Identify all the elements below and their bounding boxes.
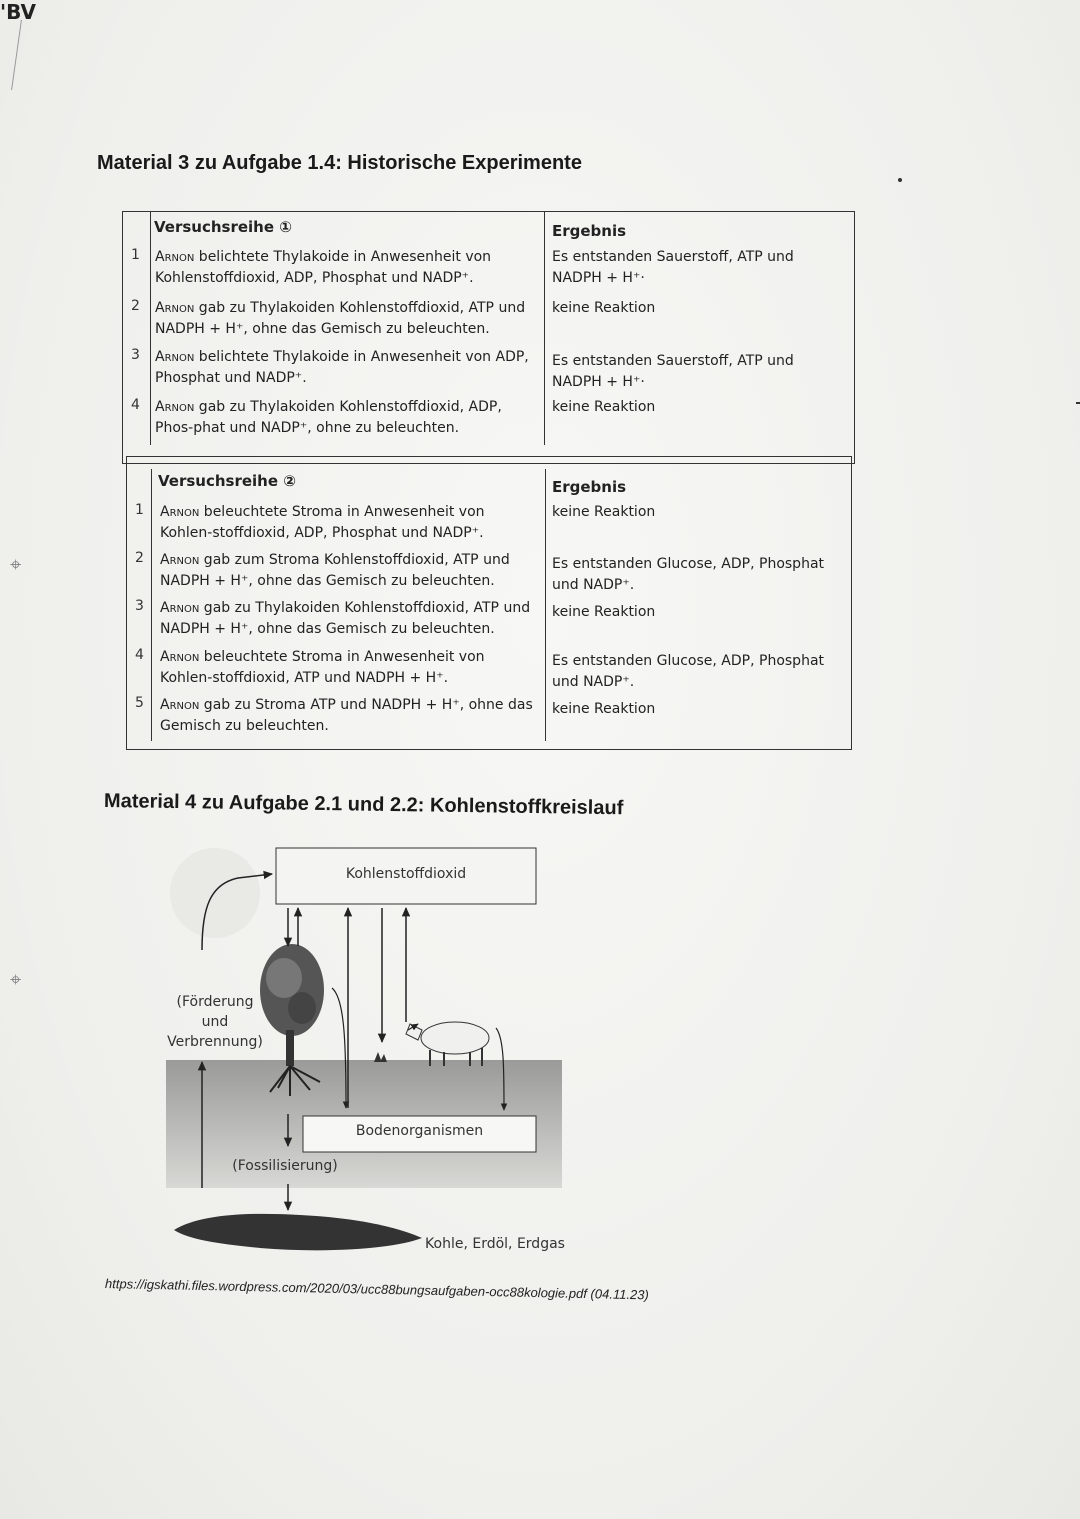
series-header: Versuchsreihe ② — [158, 472, 296, 490]
description-text: gab zu Stroma ATP und NADPH + H⁺, ohne das Gemisch zu beleuchten. — [160, 697, 533, 734]
experiment-result: keine Reaktion — [552, 504, 656, 520]
row-number: 5 — [135, 695, 144, 711]
author-name: Arnon — [160, 552, 200, 568]
result-header: Ergebnis — [552, 478, 627, 496]
result-header: Ergebnis — [552, 222, 627, 240]
fire-icon — [374, 1052, 387, 1062]
experiment-result: keine Reaktion — [552, 300, 656, 316]
experiment-result: Es entstanden Sauerstoff, ATP und NADPH + H⁺· — [552, 249, 794, 286]
corner-mark: 'BV — [0, 0, 37, 24]
fossilization-label: (Fossilisierung) — [232, 1158, 338, 1174]
experiment-description — [155, 397, 540, 439]
row-number: 3 — [135, 598, 144, 614]
experiment-result: keine Reaktion — [552, 399, 656, 415]
carbon-cycle-svg — [160, 838, 580, 1268]
author-name: Arnon — [160, 649, 200, 665]
experiment-result: Es entstanden Glucose, ADP, Phosphat und NADP⁺. — [552, 556, 825, 593]
experiment-result: Es entstanden Glucose, ADP, Phosphat und NADP⁺. — [552, 653, 825, 690]
experiment-description — [155, 247, 540, 289]
author-name: Arnon — [160, 600, 200, 616]
description-text: gab zu Thylakoiden Kohlenstoffdioxid, ADP, Phos-phat und NADP⁺, ohne zu beleuchten. — [155, 399, 502, 436]
description-text: beleuchtete Stroma in Anwesenheit von Kohlen-stoffdioxid, ADP, Phosphat und NADP⁺. — [160, 504, 485, 541]
experiment-table-series-1 — [122, 211, 855, 464]
experiment-result: keine Reaktion — [552, 604, 656, 620]
co2-label: Kohlenstoffdioxid — [345, 866, 467, 882]
description-text: belichtete Thylakoide in Anwesenheit von ADP, Phosphat und NADP⁺. — [155, 349, 529, 386]
table-divider — [544, 212, 545, 445]
table-divider — [545, 469, 546, 741]
punch-mark-icon: ⌖ — [10, 552, 22, 576]
author-name: Arnon — [155, 300, 195, 316]
row-number: 1 — [135, 502, 144, 518]
row-number: 3 — [131, 347, 140, 363]
material4-title: Material 4 zu Aufgabe 2.1 und 2.2: Kohlenstoffkreislauf — [103, 790, 624, 820]
foerderung-label: (Förderung — [176, 994, 254, 1010]
experiment-description — [155, 347, 540, 389]
material3-title: Material 3 zu Aufgabe 1.4: Historische Experimente — [97, 152, 582, 174]
description-text: gab zum Stroma Kohlenstoffdioxid, ATP und NADPH + H⁺, ohne das Gemisch zu beleuchten. — [160, 552, 510, 589]
cow-icon — [406, 1022, 489, 1066]
author-name: Arnon — [160, 504, 200, 520]
row-number: 4 — [135, 647, 144, 663]
row-number: 4 — [131, 397, 140, 413]
fossil-deposit — [174, 1214, 422, 1250]
experiment-description — [160, 550, 540, 592]
experiment-result: Es entstanden Sauerstoff, ATP und NADPH + H⁺· — [552, 353, 794, 390]
foerderung-label: und — [201, 1014, 229, 1030]
foerderung-label: Verbrennung) — [167, 1034, 263, 1050]
description-text: gab zu Thylakoiden Kohlenstoffdioxid, ATP und NADPH + H⁺, ohne das Gemisch zu beleuchten. — [160, 600, 531, 637]
description-text: gab zu Thylakoiden Kohlenstoffdioxid, ATP und NADPH + H⁺, ohne das Gemisch zu beleuchten. — [155, 300, 526, 337]
row-number: 2 — [131, 298, 140, 314]
sun-icon — [170, 848, 260, 938]
row-number: 1 — [131, 247, 140, 263]
source-url: https://igskathi.files.wordpress.com/2020/03/ucc88bungsaufgaben-occ88kologie.pdf (04.11.23) — [104, 1276, 649, 1303]
experiment-description — [160, 598, 540, 640]
experiment-result: keine Reaktion — [552, 701, 656, 717]
table-divider — [151, 469, 152, 741]
series-header: Versuchsreihe ① — [154, 218, 292, 236]
table-divider — [150, 212, 151, 445]
description-text: belichtete Thylakoide in Anwesenheit von Kohlenstoffdioxid, ADP, Phosphat und NADP⁺. — [155, 249, 492, 286]
fossil-fuels-label: Kohle, Erdöl, Erdgas — [425, 1236, 565, 1252]
row-number: 2 — [135, 550, 144, 566]
punch-mark-icon: ⌖ — [10, 967, 22, 991]
author-name: Arnon — [155, 349, 195, 365]
speck — [898, 178, 902, 182]
author-name: Arnon — [160, 697, 200, 713]
experiment-description — [155, 298, 540, 340]
experiment-description — [160, 695, 540, 737]
author-name: Arnon — [155, 399, 195, 415]
carbon-cycle-diagram — [160, 838, 580, 1268]
experiment-description — [160, 502, 540, 544]
experiment-table-series-2 — [126, 456, 852, 750]
experiment-description — [160, 647, 540, 689]
speck — [1076, 402, 1080, 404]
soil-organisms-label: Bodenorganismen — [355, 1123, 484, 1139]
description-text: beleuchtete Stroma in Anwesenheit von Kohlen-stoffdioxid, ATP und NADPH + H⁺. — [160, 649, 485, 686]
author-name: Arnon — [155, 249, 195, 265]
